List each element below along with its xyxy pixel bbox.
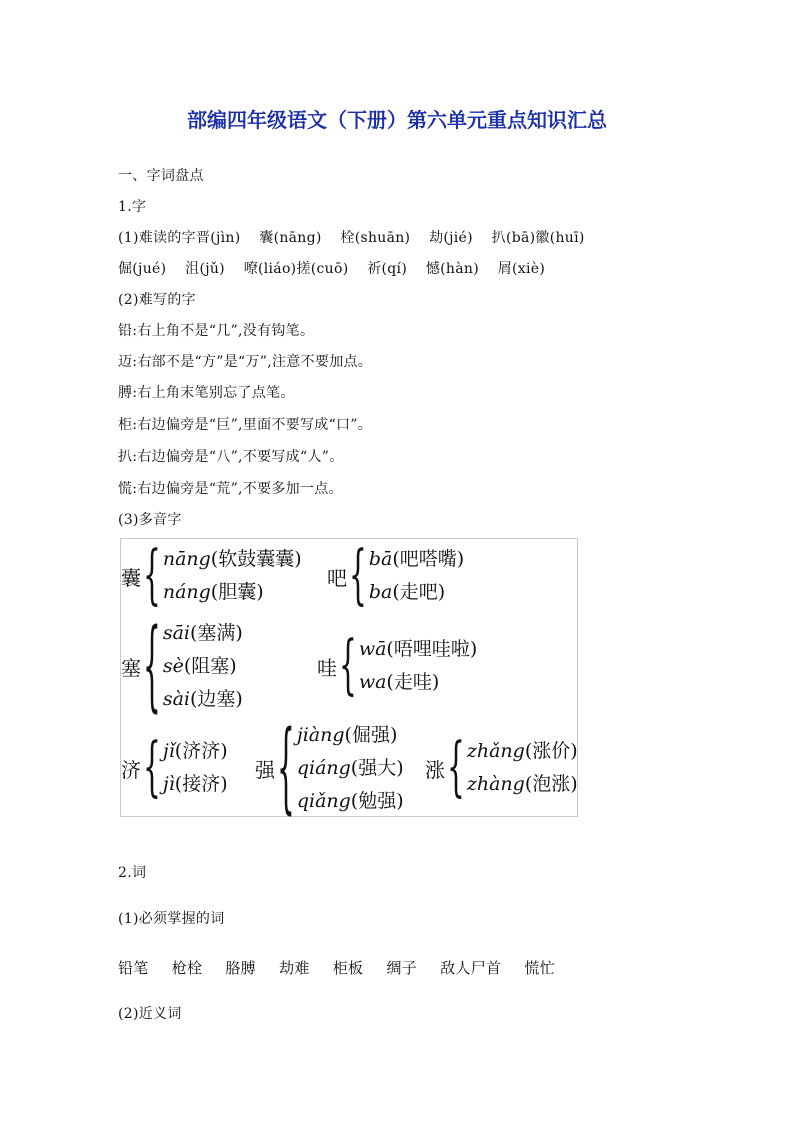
must-master-words	[118, 957, 569, 978]
write-item: 扒:右边偏旁是“八”,不要写成“人”。	[118, 449, 344, 465]
word-item: 绸子	[386, 959, 418, 977]
difficult-read-row-2	[118, 258, 559, 278]
polyphone-char: 吧	[327, 565, 347, 590]
difficult-read-row-1	[118, 227, 599, 247]
pinyin-option: sāi(塞满)	[162, 622, 243, 644]
must-master-label: (1)必须掌握的词	[118, 911, 225, 927]
polyphone-group	[121, 607, 243, 723]
polyphone-group	[327, 536, 465, 613]
pinyin-option: ba(走吧)	[368, 581, 446, 603]
brace-icon: {	[143, 607, 161, 723]
char-item: 嘹(liáo)	[243, 261, 297, 277]
char-item: 沮(jǔ)	[185, 261, 225, 277]
pinyin-option: zhǎng(涨价)	[466, 740, 578, 762]
difficult-write-label: (2)难写的字	[118, 292, 196, 308]
word-item: 铅笔	[118, 959, 149, 977]
word-item: 敌人尸首	[440, 959, 502, 977]
brace-icon: {	[339, 626, 357, 703]
pinyin-option: wā(唔哩哇啦)	[358, 638, 478, 660]
char-item: 徽(huī)	[535, 230, 585, 246]
write-item: 慌:右边偏旁是“荒”,不要多加一点。	[118, 481, 343, 497]
polyphone-label: (3)多音字	[118, 512, 182, 528]
polyphone-group	[317, 626, 478, 703]
section-heading: 一、字词盘点	[118, 168, 204, 184]
char-item: 扒(bā)	[491, 230, 536, 246]
char-item: 屑(xiè)	[497, 261, 546, 277]
polyphone-group	[121, 536, 302, 613]
page-title: 部编四年级语文（下册）第六单元重点知识汇总	[187, 108, 607, 132]
brace-icon: {	[143, 728, 161, 805]
pinyin-option: qiáng(强大)	[296, 757, 404, 779]
brace-icon: {	[143, 536, 161, 613]
subsection-heading-words: 2.词	[118, 865, 147, 881]
char-item: 搓(cuō)	[296, 261, 349, 277]
polyphone-char: 哇	[317, 655, 337, 680]
word-item: 柜板	[332, 959, 364, 977]
char-item: 劫(jié)	[429, 230, 473, 246]
char-item: 憾(hàn)	[425, 261, 479, 277]
write-item: 迈:右部不是“方”是“万”,注意不要加点。	[118, 354, 373, 370]
char-item: 囊(nāng)	[259, 230, 322, 246]
polyphone-group	[255, 709, 404, 825]
polyphone-group	[121, 728, 228, 805]
char-item: 栓(shuān)	[340, 230, 411, 246]
pinyin-option: jiàng(倔强)	[296, 724, 398, 746]
pinyin-option: sài(边塞)	[162, 688, 243, 710]
pinyin-option: jǐ(济济)	[162, 740, 228, 762]
polyphone-char: 涨	[425, 757, 445, 782]
char-item: 倔(jué)	[118, 261, 167, 277]
pinyin-option: jì(接济)	[162, 773, 228, 795]
char-item: 晋(jìn)	[195, 230, 241, 246]
pinyin-option: náng(胆囊)	[162, 581, 264, 603]
pinyin-option: sè(阻塞)	[162, 655, 237, 677]
pinyin-option: wa(走哇)	[358, 671, 440, 693]
brace-icon: {	[447, 728, 465, 805]
write-item: 铅:右上角不是“几”,没有钩笔。	[118, 323, 315, 339]
write-item: 膊:右上角末笔别忘了点笔。	[118, 385, 295, 401]
brace-icon: {	[277, 709, 295, 825]
write-item: 柜:右边偏旁是“巨”,里面不要写成“口”。	[118, 417, 373, 433]
word-item: 慌忙	[524, 959, 556, 977]
polyphone-char: 强	[255, 758, 275, 782]
synonyms-label: (2)近义词	[118, 1006, 182, 1022]
pinyin-option: zhàng(泡涨)	[466, 773, 578, 795]
pinyin-option: qiǎng(勉强)	[296, 790, 404, 812]
char-item: 祈(qí)	[367, 261, 408, 277]
word-item: 胳膊	[225, 959, 256, 977]
brace-icon: {	[349, 536, 367, 613]
polyphone-table	[120, 536, 578, 825]
word-item: 枪栓	[171, 959, 203, 977]
polyphone-char: 济	[121, 757, 141, 782]
word-item: 劫难	[279, 959, 310, 977]
pinyin-option: bā(吧嗒嘴)	[368, 548, 465, 570]
polyphone-group	[425, 728, 578, 805]
pinyin-option: nāng(软鼓囊囊)	[162, 548, 302, 570]
subsection-heading-characters: 1.字	[118, 199, 147, 215]
difficult-read-label: (1)难读的字	[118, 230, 196, 246]
polyphone-char: 囊	[121, 565, 141, 590]
polyphone-char: 塞	[121, 656, 141, 680]
